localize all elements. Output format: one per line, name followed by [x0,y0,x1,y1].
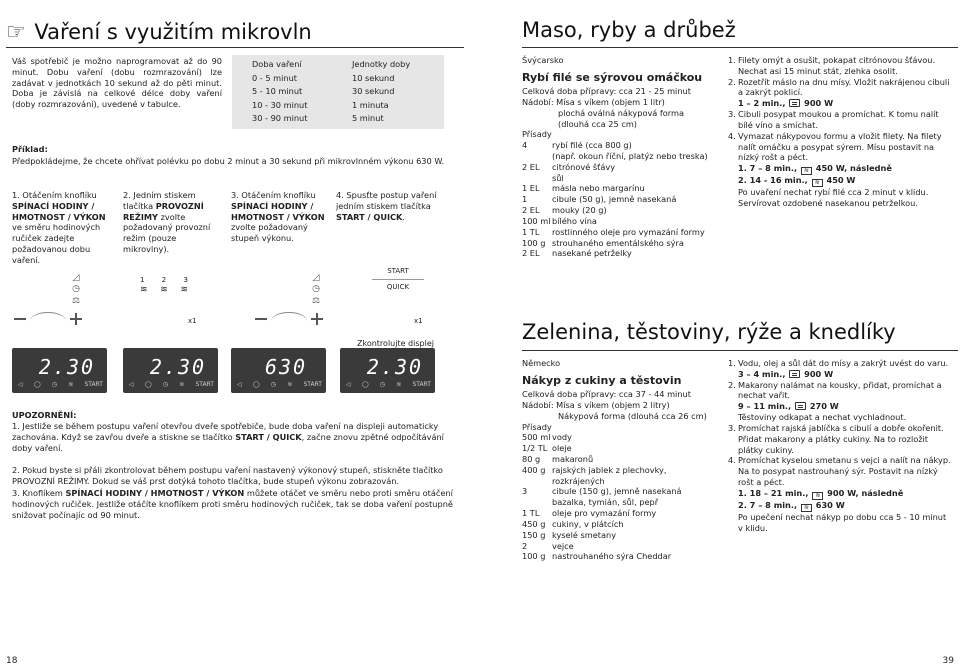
warning-1: 1. Jestliže se během postupu vaření otevřou dveře spotřebiče, bude doba vaření na displeji automaticky zachována. Když se zavřou dveře a stiskne se tlačítko START / QUICK, začne znovu zpětné odpočítávání doby vaření. [12,421,444,453]
ingredient-row: 1/2 TL oleje [522,443,572,454]
right-page-number: 39 [942,656,954,667]
start-quick-button: START QUICK [372,267,424,292]
table-cell: 5 - 10 minut [252,86,303,96]
warning-2: 2. Pokud byste si přáli zkontrolovat během postupu vaření nastavený výkonový stupeň, stiskněte tlačítko PROVOZNÍ REŽIMY. Dokud se váš prst dotýká tohoto tlačítka, bude stupeň výkonu zobrazován. [12,465,443,486]
microwave-icon [789,99,800,107]
microwave-wave-icons: ≋ ≋ ≋ [140,285,188,296]
mode-buttons: 1 2 3 ≋ ≋ ≋ [140,276,188,296]
pointing-hand-icon: ☞ [6,20,26,45]
recipe-2-steps [728,358,953,534]
warnings-title: UPOZORNĚNÍ: [12,410,77,420]
recipe-time: Celková doba přípravy: cca 21 - 25 minut [522,86,691,97]
ingredient-row: 2 vejce [522,540,574,551]
ingredient-row: rozkrájených [552,475,605,486]
left-title: ☞ Vaření s využitím mikrovln [6,18,466,47]
step-note: Těstoviny odkapat a nechat vychladnout. [738,412,907,423]
ingredients-label: Přísady [522,421,552,432]
step-setting: 9 – 11 min., 270 W [738,401,839,412]
ingredient-row: 2 EL nasekané petrželky [522,248,632,259]
warning-3: 3. Knoflíkem SPÍNACÍ HODINY / HMOTNOST / VÝKON můžete otáčet ve směru nebo proti směru otáčení hodinových ručiček. Jestliže otáčíte knoflíkem proti směru hodinových ručiček, tak se doba vaření postupně snižovat počínajíc od 90 minut. [12,488,453,520]
cooking-time-table [232,55,444,129]
step-setting: 2. 14 - 16 min., ≋ 450 W [738,175,856,187]
grill-icon: ≋ [801,504,812,512]
ingredient-row: 100 g strouhaného ementálského sýra [522,237,684,248]
right-page [480,0,960,670]
step-3: 3. Otáčením knoflíku SPÍNACÍ HODINY / HMOTNOST / VÝKON zvolte požadovaný stupeň výkonu. [231,190,325,244]
recipe-dish: Nádobí: Mísa s víkem (objem 2 litry) [522,399,670,410]
recipe-origin: Švýcarsko [522,55,564,65]
example-text: Předpokládejme, že chcete ohřívat polévku po dobu 2 minut a 30 sekund při mikrovlnném výkonu 630 W. [12,156,445,166]
ingredient-list [522,432,722,562]
ingredient-list [522,140,722,259]
display-indicator-icons: ◁ ◯ ◷ ≋ START [18,381,103,389]
clock-weight-power-icons: ◿ ◷ ⚖ [71,273,81,306]
step: 2. Makarony nalámat na kousky, přidat, promíchat a nechat vařit. [728,379,942,401]
section-title-vegetables: Zelenina, těstoviny, rýže a knedlíky [522,320,896,344]
ingredient-row: (např. okoun říční, platýz nebo treska) [552,150,708,161]
table-header-units: Jednotky doby [352,59,411,69]
ingredient-row: 1 cibule (50 g), jemně nasekaná [522,194,677,205]
table-cell: 5 minut [352,113,384,123]
recipe-origin: Německo [522,358,561,368]
ingredient-row: 1 TL oleje pro vymazání formy [522,508,657,519]
ingredient-row: 2 EL mouky (20 g) [522,205,607,216]
step-note: Po upečení nechat nákyp po dobu cca 5 - 10 minut v klidu. [738,511,947,533]
microwave-icon [789,370,800,378]
grill-icon: ≋ [812,179,823,187]
ingredient-row: 100 ml bílého vína [522,215,597,226]
timer-knob-illustration-1 [14,312,124,342]
ingredient-row: 80 g makaronů [522,453,594,464]
left-page-number: 18 [6,656,18,667]
ingredient-row: 450 g cukiny, v plátcích [522,518,624,529]
ingredient-row: 150 g kyselé smetany [522,529,617,540]
microwave-icon [795,402,806,410]
timer-knob-illustration-2 [255,312,365,342]
recipe-2-info: Německo Nákyp z cukiny a těstovin Celková doba přípravy: cca 37 - 44 minut Nádobí: Mísa s víkem (objem 2 litry) Nákypová forma (dlouhá cca 26 cm) Přísady 500 ml vody 1/2 TL oleje 80 g makaronů 400 g rajských jablek z plechovky, rozkrájených 3 cibule (150 g), jemně nasekaná bazalka, tymián, sůl, pepř 1 TL oleje pro vymazání formy 450 g cukiny, v plátcích 150 g kyselé smetany 2 vejce 100 g nastrouhaného sýra Cheddar [522,358,722,562]
example-label: Příklad: [12,144,48,154]
step-setting: 1. 18 – 21 min., ≋ 900 W, následně [738,487,904,499]
step: 4. Vymazat nákypovou formu a vložit filety. Na filety nalít omáčku a posypat sýrem. Mísu postavit na nízký rošt a péct. [728,130,942,163]
table-header-time: Doba vaření [252,59,302,69]
display-indicator-icons: ◁ ◯ ◷ ≋ START [129,381,214,389]
step-setting: 3 – 4 min., 900 W [738,368,834,379]
recipe-dish: Nádobí: Mísa s víkem (objem 1 litr) [522,96,665,107]
recipe-time: Celková doba přípravy: cca 37 - 44 minut [522,389,691,400]
ingredient-row: 1 TL rostlinného oleje pro vymazání formy [522,226,705,237]
table-cell: 0 - 5 minut [252,73,298,83]
step-setting: 1 – 2 min., 900 W [738,98,834,109]
ingredient-row: 400 g rajských jablek z plechovky, [522,464,667,475]
step: 4. Promíchat kyselou smetanu s vejci a nalít na nákyp. Na to posypat nastrouhaný sýr. Postavit na nízký rošt a péct. [728,455,951,488]
ingredient-row: bazalka, tymián, sůl, pepř [552,497,659,508]
clock-weight-power-icons: ◿ ◷ ⚖ [311,273,321,306]
intro-text: Váš spotřebič je možno naprogramovat až do 90 minut. Dobu vaření (dobu rozmrazování) lze zadávat v jednotkách 10 sekund až do pěti minut. Doba je závislá na celkové délce doby vaření (doby rozmrazování), uvedené v tabulce. [12,56,222,110]
table-cell: 30 sekund [352,86,395,96]
recipe-1-steps [728,55,953,209]
table-cell: 1 minuta [352,100,389,110]
check-display-label: Zkontrolujte displej [357,339,434,348]
display-4: 2.30 ◁ ◯ ◷ ≋ START [340,348,435,393]
table-cell: 10 - 30 minut [252,100,308,110]
grill-icon: ≋ [812,492,823,500]
table-cell: 10 sekund [352,73,395,83]
step: 1. Filety omýt a osušit, pokapat citrónovou šťávou. Nechat asi 15 minut stát, zlehka osolit. [728,55,936,76]
right-title-rule-2 [522,350,958,351]
table-cell: 30 - 90 minut [252,113,308,123]
step-2: 2. Jedním stiskem tlačítka PROVOZNÍ REŽIMY zvolte požadovaný provozní režim (pouze mikrovlny). [123,190,211,255]
left-title-rule [6,47,464,48]
right-title-rule-1 [522,47,958,48]
ingredient-row: 2 EL citrónové šťávy [522,161,616,172]
recipe-title: Nákyp z cukiny a těstovin [522,373,682,387]
recipe-1-info: Švýcarsko Rybí filé se sýrovou omáčkou Celková doba přípravy: cca 21 - 25 minut Nádobí: Mísa s víkem (objem 1 litr) plochá oválná nákypová forma (dlouhá cca 25 cm) Přísady 4 rybí filé (cca 800 g) (např. okoun říční, platýz nebo treska) 2 EL citrónové šťávy sůl 1 EL másla nebo margarínu 1 cibule (50 g), jemně nasekaná 2 EL mouky (20 g) 100 ml bílého vína 1 TL rostlinného oleje pro vymazání formy 100 g strouhaného ementálského sýra 2 EL nasekané petrželky [522,55,722,259]
display-1: 2.30 ◁ ◯ ◷ ≋ START [12,348,107,393]
ingredient-row: 4 rybí filé (cca 800 g) [522,140,632,151]
step-setting: 1. 7 – 8 min., ≋ 450 W, následně [738,163,892,175]
display-indicator-icons: ◁ ◯ ◷ ≋ START [346,381,431,389]
x1-label: x1 [414,317,423,325]
x1-label: x1 [188,317,197,325]
step: 2. Rozetřít máslo na dnu mísy. Vložit nakrájenou cibuli a zakrýt poklicí. [728,76,950,98]
ingredient-row: 3 cibule (150 g), jemně nasekaná [522,486,682,497]
ingredients-label: Přísady [522,129,552,140]
section-title-meat: Maso, ryby a drůbež [522,18,736,42]
ingredient-row: 500 ml vody [522,432,572,443]
step-4: 4. Spusťte postup vaření jedním stiskem tlačítka START / QUICK. [336,190,437,222]
display-2: 2.30 ◁ ◯ ◷ ≋ START [123,348,218,393]
ingredient-row: sůl [552,172,564,183]
display-3: 630 ◁ ◯ ◷ ≋ START [231,348,326,393]
ingredient-row: 100 g nastrouhaného sýra Cheddar [522,551,672,562]
step-setting: 2. 7 – 8 min., ≋ 630 W [738,499,845,511]
ingredient-row: 1 EL másla nebo margarínu [522,183,645,194]
grill-icon: ≋ [801,167,812,175]
step: 1. Vodu, olej a sůl dát do mísy a zakrýt uvést do varu. [728,358,949,368]
display-indicator-icons: ◁ ◯ ◷ ≋ START [237,381,322,389]
recipe-title: Rybí filé se sýrovou omáčkou [522,70,703,84]
step: 3. Cibuli posypat moukou a promíchat. K tomu nalít bílé víno a smíchat. [728,109,939,130]
step-1: 1. Otáčením knoflíku SPÍNACÍ HODINY / HMOTNOST / VÝKON ve směru hodinových ručiček zadejte požadovanou dobu vaření. [12,190,106,265]
step-note: Po uvaření nechat rybí filé cca 2 minut v klidu. Servírovat ozdobené nasekanou petrželkou. [738,187,929,209]
step: 3. Promíchat rajská jablíčka s cibulí a dobře okořenit. Přidat makarony a plátky cukiny. Na to rozložit plátky cukiny. [728,422,944,455]
